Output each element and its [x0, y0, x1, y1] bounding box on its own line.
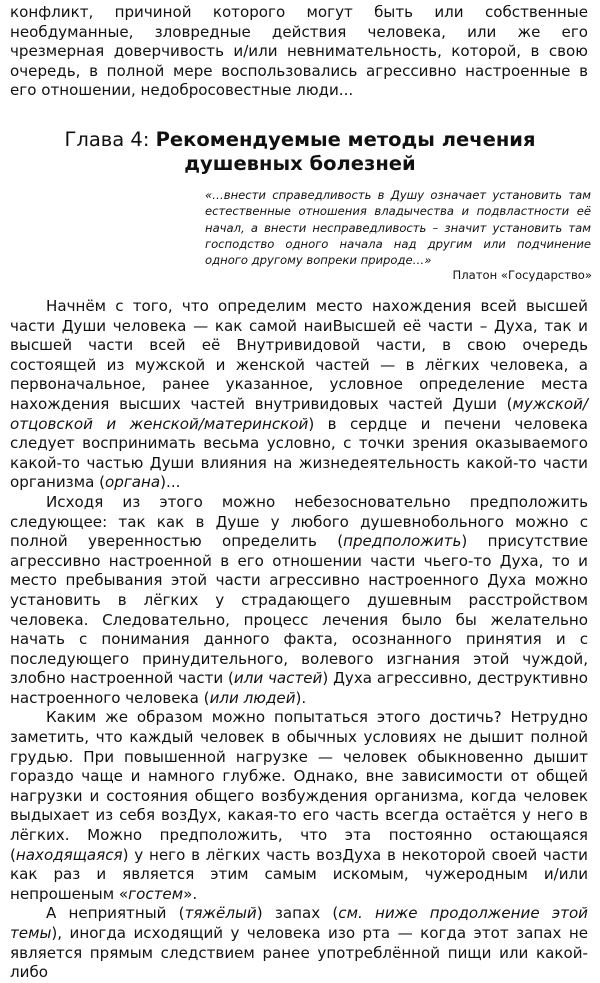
- chapter-number: Глава 4:: [64, 128, 150, 151]
- italic-run: или людей: [209, 688, 296, 707]
- body-paragraph: [10, 904, 588, 982]
- italic-run: гостем: [128, 884, 184, 903]
- text-run: Начнём с того, что определим место нахождения всей высшей части Души человека — как самой наиВысшей её части – Духа, так и высшей части всей её Внутривидовой части, в свою очередь состоящей из мужской и женской частей — в лёгких человека, а первоначальное, ранее указанное, условное определение места нахождения высших частей внутривидовых частей Души (: [10, 297, 588, 413]
- text-run: ) у него в лёгких часть возДуха в некоторой своей части как раз и является этим самым искомым, чужеродным и/или непрошеным «: [10, 845, 588, 903]
- text-run: А неприятный (: [46, 904, 185, 923]
- text-run: ) в сердце и печени человека следует воспринимать весьма условно, с точки зрения оказываемого какой-то частью Души влияния на жизнедеятельность какой-то части организма (: [10, 414, 588, 492]
- epigraph-source: Платон «Государство»: [452, 268, 592, 282]
- italic-run: или частей: [233, 669, 323, 688]
- italic-run: предположить: [343, 532, 462, 551]
- chapter-body: [10, 297, 588, 983]
- italic-run: мужской/отцовской и женской/материнской: [10, 394, 588, 433]
- body-paragraph: [10, 493, 588, 709]
- lead-paragraph: конфликт, причиной которого могут быть или собственные необдуманные, зловредные действия человека, или же его чрезмерная доверчивость и/или невнимательность, которой, в свою очередь, в полной мере воспользовались агрессивно настроенные в его отношении, недобросовестные люди...: [10, 3, 588, 100]
- text-run: )...: [160, 473, 181, 492]
- epigraph-quote: «…внести справедливость в Душу означает установить там естественные отношения владычества и подвластности её начал, а внести несправедливость – значит установить там господство одного начала над другим или подчинение одного другому вопреки природе…»: [205, 188, 591, 268]
- text-run: Исходя из этого можно небезосновательно предположить следующее: так как в Душе у любого душевнобольного можно с полной уверенностью определить (: [10, 492, 588, 551]
- text-run: Каким же образом можно попытаться этого достичь? Нетрудно заметить, что каждый человек в обычных условиях не дышит полной грудью. При повышенной нагрузке — человек обыкновенно дышит гораздо чаще и намного глубже. Однако, вне зависимости от общей нагрузки и состояния общего возбуждения организма, когда человек выдыхает из себя возДух, какая-то его часть всегда остаётся у него в лёгких. Можно предположить, что эта постоянно остающаяся (: [10, 708, 588, 864]
- text-run: ), иногда исходящий у человека изо рта — когда этот запах не является прямым следствием ранее употреблённой пищи или какой-либо: [10, 924, 588, 982]
- text-run: ) запах (: [256, 904, 339, 923]
- chapter-title: Рекомендуемые методы лечения душевных болезней: [155, 128, 536, 175]
- text-run: ) Духа агрессивно, деструктивно настроенного человека (: [10, 669, 588, 707]
- text-run: ) присутствие агрессивно настроенной в его отношении части чьего-то Духа, то и место пребывания этой части агрессивно настроенного Духа можно установить в лёгких у страдающего душевным расстройством человека. Следовательно, процесс лечения было бы желательно начать с понимания данного факта, осознанного принятия и с последующего принудительного, волевого изгнания этой чуждой, злобно настроенной части (: [10, 532, 588, 688]
- body-paragraph: [10, 297, 588, 493]
- italic-run: органа: [105, 473, 161, 492]
- chapter-heading: [10, 128, 590, 176]
- italic-run: находящаяся: [15, 845, 123, 864]
- text-run: ).: [295, 688, 307, 707]
- text-run: ».: [183, 884, 198, 903]
- body-paragraph: [10, 708, 588, 904]
- italic-run: тяжёлый: [184, 904, 257, 923]
- italic-run: см. ниже продолжение этой темы: [10, 904, 588, 942]
